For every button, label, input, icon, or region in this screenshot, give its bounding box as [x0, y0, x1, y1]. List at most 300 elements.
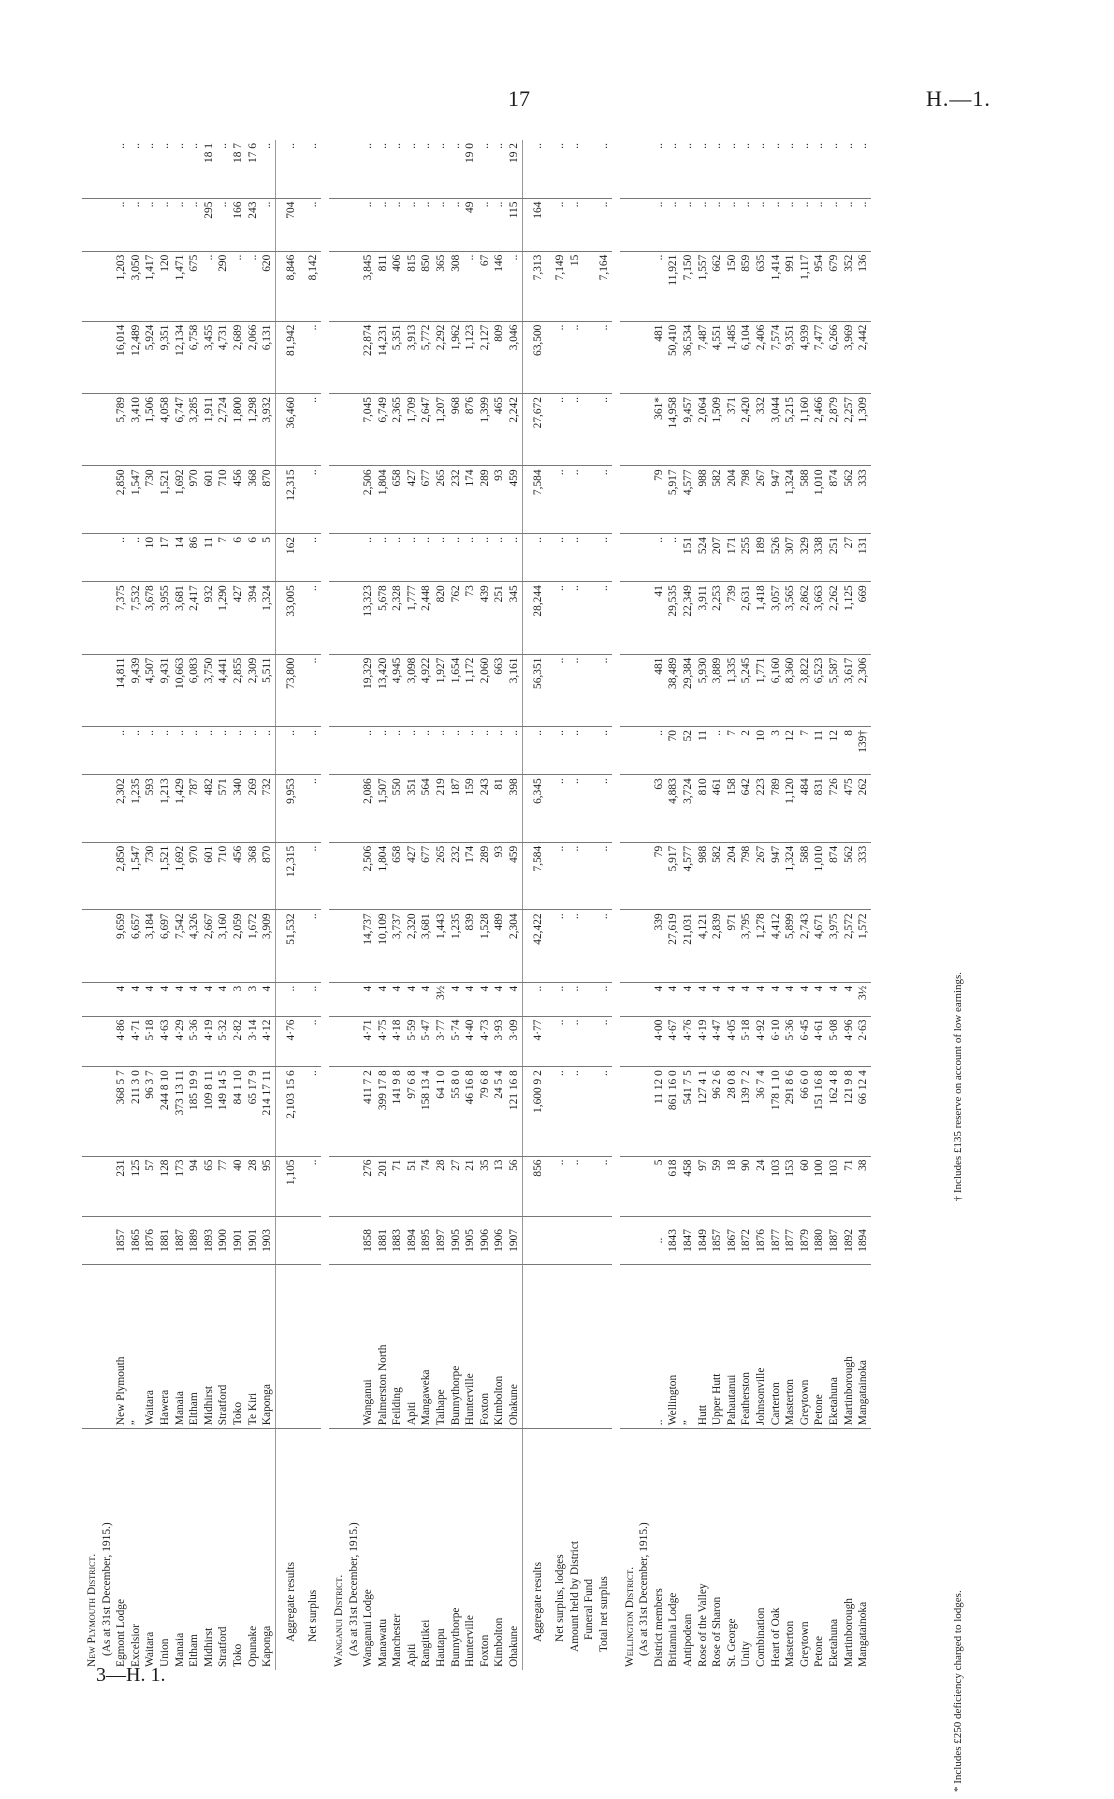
value-cell: 762 — [449, 582, 464, 654]
value-cell: .. — [143, 727, 158, 775]
table-row — [842, 140, 857, 1670]
value-cell — [329, 1067, 347, 1156]
value-cell — [82, 140, 100, 198]
value-cell: 14,958 — [666, 394, 681, 466]
value-cell: 850 — [419, 251, 434, 321]
value-cell: 3,822 — [798, 654, 813, 726]
value-cell — [82, 910, 100, 982]
value-cell: 103 — [769, 1156, 784, 1216]
value-cell: .. — [769, 140, 784, 198]
value-cell: 96 2 6 — [710, 1067, 725, 1156]
value-cell: .. — [187, 198, 202, 251]
value-cell: 1,123 — [463, 321, 478, 393]
year-cell: 1876 — [143, 1216, 158, 1264]
value-cell: 55 8 0 — [449, 1067, 464, 1156]
value-cell: 231 — [114, 1156, 129, 1216]
value-cell: 49 — [463, 198, 478, 251]
value-cell: .. — [376, 533, 391, 581]
value-cell: .. — [478, 727, 493, 775]
value-cell: 4·96 — [842, 1016, 857, 1067]
value-cell: 27,672 — [522, 394, 545, 466]
value-cell: 7,164 — [597, 251, 612, 321]
value-cell: .. — [298, 582, 321, 654]
value-cell: .. — [419, 533, 434, 581]
town-cell: Greytown — [798, 1265, 813, 1429]
table-row-sub — [347, 140, 362, 1670]
value-cell: 4 — [754, 982, 769, 1016]
lodge-name-cell: Manchester — [391, 1613, 404, 1667]
value-cell: 658 — [390, 842, 405, 910]
value-cell: 787 — [187, 775, 202, 843]
value-cell: 7 — [216, 533, 231, 581]
year-cell — [100, 1216, 115, 1264]
value-cell: 38,489 — [666, 654, 681, 726]
value-cell — [620, 654, 638, 726]
value-cell: 988 — [696, 842, 711, 910]
value-cell — [100, 842, 115, 910]
year-cell: 1887 — [173, 1216, 188, 1264]
town-cell: .. — [652, 1265, 667, 1429]
lodge-name-cell: Egmont Lodge — [115, 1598, 128, 1667]
value-cell: 120 — [158, 251, 173, 321]
value-cell: 3,285 — [187, 394, 202, 466]
value-cell: 368 5 7 — [114, 1067, 129, 1156]
value-cell: 3,098 — [405, 654, 420, 726]
value-cell: 7,574 — [769, 321, 784, 393]
value-cell: 333 — [856, 466, 871, 534]
value-cell: 10,663 — [173, 654, 188, 726]
value-cell: 954 — [812, 251, 827, 321]
value-cell: 1,324 — [783, 842, 798, 910]
value-cell: 338 — [812, 533, 827, 581]
value-cell: 9,659 — [114, 910, 129, 982]
year-cell: 1892 — [842, 1216, 857, 1264]
value-cell: 4 — [463, 982, 478, 1016]
value-cell: .. — [545, 198, 568, 251]
value-cell: 63 — [652, 775, 667, 843]
value-cell: 95 — [260, 1156, 275, 1216]
value-cell — [347, 982, 362, 1016]
value-cell: 2,257 — [842, 394, 857, 466]
lodge-name-cell: (As at 31st December, 1915.) — [347, 1522, 360, 1656]
lodge-name-cell: Net surplus, lodges — [554, 1554, 567, 1642]
value-cell — [637, 775, 652, 843]
value-cell: 4 — [419, 982, 434, 1016]
value-cell: 223 — [754, 775, 769, 843]
value-cell: 2,262 — [827, 582, 842, 654]
value-cell: 7,542 — [173, 910, 188, 982]
value-cell: 789 — [769, 775, 784, 843]
printer-signature: 3—H. 1. — [96, 1664, 166, 1686]
value-cell: 726 — [827, 775, 842, 843]
value-cell: 81,942 — [275, 321, 298, 393]
value-cell: .. — [754, 198, 769, 251]
value-cell: 710 — [216, 466, 231, 534]
value-cell: 73,800 — [275, 654, 298, 726]
value-cell: 4,412 — [769, 910, 784, 982]
lodge-name-cell: Funeral Fund — [583, 1578, 596, 1640]
value-cell: 12,489 — [129, 321, 144, 393]
year-cell: 1907 — [507, 1216, 522, 1264]
value-cell: 1,235 — [129, 775, 144, 843]
value-cell: .. — [492, 533, 507, 581]
value-cell: 3,681 — [419, 910, 434, 982]
value-cell: 340 — [231, 775, 246, 843]
value-cell — [82, 533, 100, 581]
value-cell: 64 1 0 — [434, 1067, 449, 1156]
value-cell: 290 — [216, 251, 231, 321]
value-cell: 4·18 — [390, 1016, 405, 1067]
value-cell: 267 — [754, 842, 769, 910]
value-cell: 159 — [463, 775, 478, 843]
value-cell: 3,750 — [202, 654, 217, 726]
value-cell: 204 — [725, 466, 740, 534]
value-cell: .. — [463, 251, 478, 321]
value-cell: .. — [652, 198, 667, 251]
value-cell: 201 — [376, 1156, 391, 1216]
value-cell — [347, 466, 362, 534]
value-cell: 265 — [434, 842, 449, 910]
value-cell: 6,104 — [739, 321, 754, 393]
value-cell: 3,909 — [260, 910, 275, 982]
value-cell — [620, 582, 638, 654]
value-cell: 5,789 — [114, 394, 129, 466]
value-cell: 4 — [449, 982, 464, 1016]
table-row-sub — [100, 140, 115, 1670]
value-cell — [637, 582, 652, 654]
year-cell — [329, 1216, 347, 1264]
value-cell: 178 1 10 — [769, 1067, 784, 1156]
value-cell: 60 — [798, 1156, 813, 1216]
lodge-name-cell: Unity — [740, 1641, 753, 1667]
value-cell: 4·19 — [202, 1016, 217, 1067]
value-cell: 1,911 — [202, 394, 217, 466]
value-cell: 2,689 — [231, 321, 246, 393]
value-cell: .. — [158, 198, 173, 251]
value-cell: 352 — [842, 251, 857, 321]
value-cell: 2,850 — [114, 842, 129, 910]
town-cell — [637, 1265, 652, 1429]
value-cell: .. — [545, 727, 568, 775]
table-row — [246, 140, 261, 1670]
value-cell: 2,127 — [478, 321, 493, 393]
value-cell: 93 — [492, 466, 507, 534]
value-cell: 1,235 — [449, 910, 464, 982]
value-cell: 1,429 — [173, 775, 188, 843]
value-cell: 12,134 — [173, 321, 188, 393]
year-cell: 1906 — [492, 1216, 507, 1264]
value-cell: .. — [419, 140, 434, 198]
value-cell: 2,850 — [114, 466, 129, 534]
value-cell: 166 — [231, 198, 246, 251]
value-cell: .. — [390, 198, 405, 251]
town-cell: Palmerston North — [376, 1265, 391, 1429]
value-cell: 1,125 — [842, 582, 857, 654]
value-cell: 14,811 — [114, 654, 129, 726]
value-cell — [82, 775, 100, 843]
table-row — [856, 140, 871, 1670]
value-cell: 618 — [666, 1156, 681, 1216]
value-cell — [100, 654, 115, 726]
value-cell — [100, 1067, 115, 1156]
value-cell: 932 — [202, 582, 217, 654]
value-cell: 399 17 8 — [376, 1067, 391, 1156]
value-cell: 109 8 11 — [202, 1067, 217, 1156]
value-cell: 4·19 — [696, 1016, 711, 1067]
value-cell: .. — [545, 533, 568, 581]
value-cell: 7 — [798, 727, 813, 775]
value-cell: 679 — [827, 251, 842, 321]
value-cell — [637, 910, 652, 982]
value-cell: .. — [545, 1016, 568, 1067]
value-cell: .. — [652, 251, 667, 321]
value-cell: 2·82 — [231, 1016, 246, 1067]
value-cell: .. — [812, 140, 827, 198]
value-cell — [82, 842, 100, 910]
value-cell: 125 — [129, 1156, 144, 1216]
value-cell: 29,535 — [666, 582, 681, 654]
value-cell: .. — [666, 198, 681, 251]
table-row — [507, 140, 522, 1670]
value-cell: 5·32 — [216, 1016, 231, 1067]
town-cell — [597, 1265, 612, 1429]
year-cell — [637, 1216, 652, 1264]
value-cell — [82, 727, 100, 775]
town-cell: Bunnythorpe — [449, 1265, 464, 1429]
table-row-indent — [568, 140, 583, 1670]
value-cell: .. — [545, 1067, 568, 1156]
value-cell: 15 — [568, 251, 583, 321]
value-cell: 121 16 8 — [507, 1067, 522, 1156]
value-cell: 3,845 — [361, 251, 376, 321]
value-cell: 12 — [783, 727, 798, 775]
value-cell: .. — [568, 1067, 583, 1156]
value-cell: 3,913 — [405, 321, 420, 393]
value-cell — [582, 1016, 597, 1067]
value-cell: 2,572 — [842, 910, 857, 982]
value-cell: 1,804 — [376, 842, 391, 910]
year-cell: 1900 — [216, 1216, 231, 1264]
value-cell: 1,600 9 2 — [522, 1067, 545, 1156]
value-cell: 1,709 — [405, 394, 420, 466]
value-cell: 484 — [798, 775, 813, 843]
value-cell: 187 — [449, 775, 464, 843]
value-cell: .. — [568, 654, 583, 726]
value-cell: 56 — [507, 1156, 522, 1216]
value-cell: .. — [597, 727, 612, 775]
value-cell — [100, 1016, 115, 1067]
value-cell: 4 — [216, 982, 231, 1016]
lodge-name-cell: Manaia — [173, 1632, 186, 1667]
value-cell: .. — [769, 198, 784, 251]
value-cell: 1,207 — [434, 394, 449, 466]
town-cell: Waitara — [143, 1265, 158, 1429]
value-cell: .. — [725, 198, 740, 251]
lodge-name-cell: Kimbolton — [493, 1617, 506, 1667]
value-cell: 7,487 — [696, 321, 711, 393]
year-cell: 1858 — [361, 1216, 376, 1264]
year-cell: 1877 — [769, 1216, 784, 1264]
value-cell: .. — [492, 198, 507, 251]
value-cell: 4 — [390, 982, 405, 1016]
value-cell: 93 — [492, 842, 507, 910]
year-cell: 1857 — [114, 1216, 129, 1264]
value-cell: 3,046 — [507, 321, 522, 393]
value-cell: .. — [298, 910, 321, 982]
value-cell — [82, 654, 100, 726]
value-cell: 5,930 — [696, 654, 711, 726]
value-cell: 14,231 — [376, 321, 391, 393]
value-cell — [347, 842, 362, 910]
value-cell — [347, 140, 362, 198]
year-cell: 1894 — [856, 1216, 871, 1264]
value-cell — [620, 251, 638, 321]
year-cell: 1894 — [405, 1216, 420, 1264]
value-cell: 811 — [376, 251, 391, 321]
value-cell — [100, 321, 115, 393]
value-cell: 3,663 — [812, 582, 827, 654]
value-cell: .. — [783, 198, 798, 251]
value-cell: 620 — [260, 251, 275, 321]
town-cell: Te Kiri — [246, 1265, 261, 1429]
value-cell — [82, 198, 100, 251]
town-cell: ” — [129, 1265, 144, 1429]
value-cell: .. — [507, 533, 522, 581]
lodge-name-cell: Waitara — [144, 1631, 157, 1667]
lodge-name-cell: Union — [158, 1638, 171, 1667]
value-cell: 9,457 — [681, 394, 696, 466]
value-cell: 861 16 0 — [666, 1067, 681, 1156]
value-cell: 2,448 — [419, 582, 434, 654]
value-cell: 7,584 — [522, 466, 545, 534]
value-cell: 459 — [507, 842, 522, 910]
value-cell: 295 — [202, 198, 217, 251]
value-cell: 427 — [405, 466, 420, 534]
value-cell: 524 — [696, 533, 711, 581]
value-cell: 4 — [681, 982, 696, 1016]
value-cell: 3,795 — [739, 910, 754, 982]
value-cell: .. — [114, 140, 129, 198]
value-cell: 1,203 — [114, 251, 129, 321]
value-cell: 874 — [827, 466, 842, 534]
value-cell: 2,328 — [390, 582, 405, 654]
value-cell: .. — [597, 842, 612, 910]
value-cell: 86 — [187, 533, 202, 581]
value-cell: 7,477 — [812, 321, 827, 393]
value-cell: 2,506 — [361, 466, 376, 534]
value-cell: 5,511 — [260, 654, 275, 726]
value-cell: .. — [434, 533, 449, 581]
value-cell — [100, 1156, 115, 1216]
lodge-name-cell: (As at 31st December, 1915.) — [638, 1522, 651, 1656]
value-cell: .. — [568, 533, 583, 581]
value-cell — [100, 533, 115, 581]
value-cell: .. — [597, 321, 612, 393]
value-cell — [329, 582, 347, 654]
value-cell — [100, 198, 115, 251]
value-cell: 3,969 — [842, 321, 857, 393]
lodge-name-cell: Hautapu — [435, 1628, 448, 1667]
value-cell: 373 13 11 — [173, 1067, 188, 1156]
value-cell: .. — [405, 198, 420, 251]
value-cell: 1,927 — [434, 654, 449, 726]
value-cell: 582 — [710, 466, 725, 534]
value-cell — [637, 842, 652, 910]
value-cell: 4·63 — [158, 1016, 173, 1067]
town-cell: ” — [681, 1265, 696, 1429]
value-cell: 4·73 — [478, 1016, 493, 1067]
value-cell: 3,455 — [202, 321, 217, 393]
lodge-name-cell: Bunnythorpe — [449, 1607, 462, 1667]
value-cell: 1,654 — [449, 654, 464, 726]
value-cell — [100, 251, 115, 321]
value-cell: 730 — [143, 842, 158, 910]
town-cell — [545, 1265, 568, 1429]
table-row — [376, 140, 391, 1670]
value-cell — [347, 582, 362, 654]
value-cell: 21,031 — [681, 910, 696, 982]
table-row — [725, 140, 740, 1670]
value-cell: 971 — [725, 910, 740, 982]
value-cell: .. — [129, 140, 144, 198]
table-row — [173, 140, 188, 1670]
value-cell: 1,804 — [376, 466, 391, 534]
value-cell: .. — [545, 1156, 568, 1216]
value-cell: 67 — [478, 251, 493, 321]
value-cell: 189 — [754, 533, 769, 581]
value-cell: 4·92 — [754, 1016, 769, 1067]
table-row-agg — [522, 140, 545, 1670]
value-cell: 2,420 — [739, 394, 754, 466]
value-cell: 18 — [725, 1156, 740, 1216]
value-cell: .. — [129, 198, 144, 251]
town-cell — [82, 1265, 100, 1429]
value-cell: 84 1 10 — [231, 1067, 246, 1156]
value-cell: 3·77 — [434, 1016, 449, 1067]
table-row — [449, 140, 464, 1670]
value-cell: 6,345 — [522, 775, 545, 843]
town-cell — [568, 1265, 583, 1429]
value-cell — [582, 842, 597, 910]
value-cell: 394 — [246, 582, 261, 654]
value-cell — [637, 251, 652, 321]
value-cell: .. — [298, 466, 321, 534]
value-cell: 2,839 — [710, 910, 725, 982]
value-cell: .. — [492, 140, 507, 198]
value-cell — [100, 775, 115, 843]
value-cell — [582, 533, 597, 581]
value-cell — [347, 910, 362, 982]
value-cell: 29,384 — [681, 654, 696, 726]
lodge-name-cell: Masterton — [784, 1620, 797, 1667]
value-cell: 121 9 8 — [842, 1067, 857, 1156]
value-cell — [582, 1156, 597, 1216]
value-cell: .. — [597, 654, 612, 726]
table-row — [361, 140, 376, 1670]
value-cell: 4 — [492, 982, 507, 1016]
value-cell: 4 — [696, 982, 711, 1016]
value-cell: 6,747 — [173, 394, 188, 466]
value-cell: .. — [405, 533, 420, 581]
value-cell: 588 — [798, 842, 813, 910]
value-cell — [329, 775, 347, 843]
lodge-name-cell: Britannia Lodge — [667, 1592, 680, 1667]
value-cell: 1,521 — [158, 842, 173, 910]
value-cell: .. — [545, 466, 568, 534]
town-cell: Featherston — [739, 1265, 754, 1429]
value-cell: 1,506 — [143, 394, 158, 466]
table-row — [158, 140, 173, 1670]
